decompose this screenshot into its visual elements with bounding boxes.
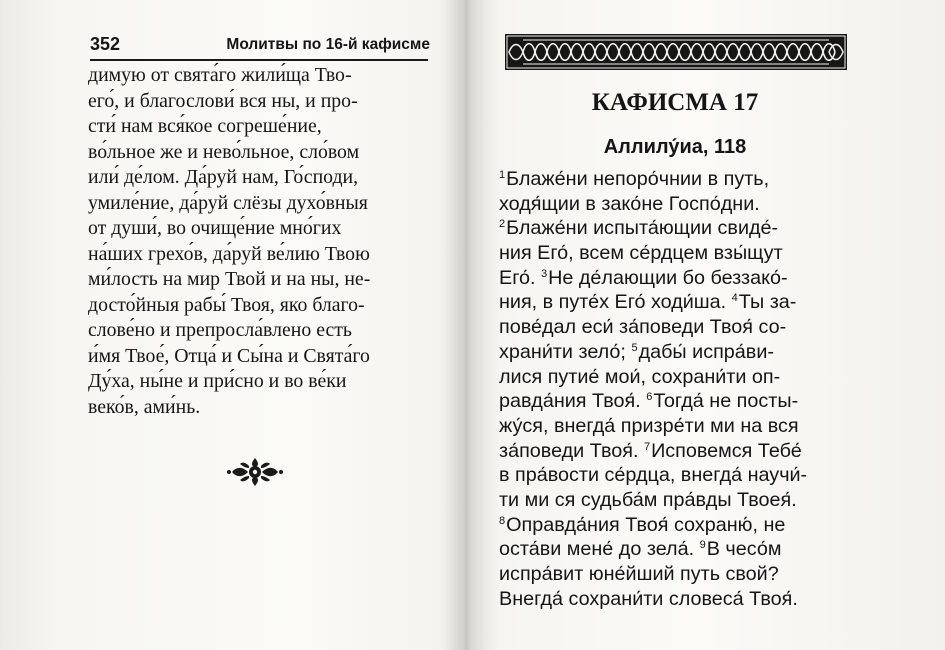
text-line: сти́ нам вся́кое согреше́ние, (88, 115, 322, 137)
psalm-line (499, 266, 847, 291)
verse-text: Блаже́ни непоро́чнии в путь, (506, 168, 770, 190)
verse-number: 7 (643, 440, 651, 453)
text-line: на́ших грехо́в, да́руй ве́лию Твою (88, 242, 370, 265)
verse-text: Блаже́ни испыта́ющии свиде́- (506, 217, 779, 240)
text-line: его́, и благослови́ вся ны, и про- (88, 89, 358, 112)
verse-text: в пра́вости се́рдца, внегда́ научи́- (499, 464, 808, 487)
verse-text: ходя́щии в зако́не Госпо́дни. (499, 192, 760, 215)
verse-text: ния Его́, всем се́рдцем взы́щут (499, 242, 783, 265)
verse-text: В чесо́м (706, 538, 782, 561)
verse-text: оста́ви мене́ до зела́. (499, 538, 700, 561)
prayer-text (88, 63, 430, 420)
psalm-line (499, 216, 847, 241)
text-line: досто́йныя рабы́ Твоя, яко благо- (88, 293, 365, 316)
text-line: от души́, во очище́ние мно́гих (88, 217, 342, 239)
verse-text: за́поведи Твоя́. (499, 439, 644, 462)
verse-text: Ты за- (738, 291, 797, 314)
psalm-line (499, 241, 847, 266)
text-line: и́мя Твое́, Отца́ и Сы́на и Свята́го (88, 344, 370, 367)
verse-text: Внегда́ сохрани́ти словеса́ Твоя́. (499, 587, 798, 610)
verse-number: 6 (646, 391, 653, 404)
psalm-line (499, 537, 847, 562)
verse-number: 4 (731, 292, 738, 305)
verse-number: 8 (499, 514, 506, 527)
page-number: 352 (90, 34, 121, 54)
psalm-line (499, 340, 847, 365)
verse-text: жу́ся, внегда́ призре́ти ми на вся (499, 414, 799, 437)
text-line: Ду́ха, ны́не и при́сно и во ве́ки (88, 370, 347, 392)
psalm-line (499, 587, 847, 612)
psalm-line (499, 389, 847, 414)
verse-number: 2 (499, 218, 506, 231)
verse-number: 5 (631, 341, 638, 354)
verse-text: Его́. (499, 266, 541, 289)
verse-text: храни́ти зело́; (499, 340, 632, 363)
left-page (0, 0, 466, 650)
header-rule (90, 59, 428, 61)
psalm-line (499, 290, 847, 315)
verse-text: ти ми ся судьба́м пра́вды Твоея́. (499, 488, 797, 511)
verse-text: равда́ния Твоя́. (499, 390, 647, 413)
psalm-line (499, 192, 847, 217)
verse-number: 1 (499, 169, 506, 181)
text-line: во́льное же и нево́льное, сло́вом (88, 140, 360, 163)
verse-number: 3 (540, 267, 548, 280)
psalm-line (499, 439, 847, 464)
psalm-line (499, 315, 847, 340)
text-line: веко́в, ами́нь. (88, 395, 201, 418)
running-header (90, 34, 430, 58)
kathisma-title: КАФИСМА 17 (591, 89, 759, 116)
verse-number: 9 (699, 539, 706, 552)
verse-text: Тогда́ не посты- (653, 390, 799, 413)
braided-headpiece-icon (505, 34, 847, 70)
psalm-line (499, 513, 847, 538)
text-line: слове́но и препросла́влено есть (88, 319, 352, 341)
verse-text: лися путие́ мои́, сохрани́ти оп- (499, 365, 781, 388)
verse-text: Исповемся Тебе́ (651, 439, 802, 462)
psalm-heading: Аллилу́иа, 118 (603, 136, 747, 158)
fleuron-ornament-icon (226, 455, 284, 489)
verse-text: пове́дал еси́ за́поведи Твоя́ со- (499, 316, 787, 339)
verse-text: ния, в путе́х Его́ ходи́ша. (499, 291, 732, 314)
text-line: димую от свята́го жили́ща Тво- (88, 64, 352, 86)
psalm-line (499, 463, 847, 488)
verse-text: Оправда́ния Твоя́ сохраню́, не (506, 513, 786, 536)
text-line: умиле́ние, да́руй слёзы духо́вныя (88, 191, 368, 214)
text-line: ми́лость на мир Твой и на ны, не- (88, 268, 371, 290)
verse-text: дабы́ испра́ви- (638, 340, 774, 363)
psalm-line (499, 562, 847, 587)
psalm-line (499, 414, 847, 439)
verse-text: Не де́лающии бо беззако́- (548, 266, 788, 289)
psalm-line (499, 488, 847, 513)
psalm-text (499, 167, 847, 611)
psalm-line (499, 365, 847, 390)
verse-text: испра́вит юне́йший путь свой? (499, 563, 779, 585)
psalm-line (499, 167, 847, 192)
running-title: Молитвы по 16-й кафисме (226, 36, 430, 53)
text-line: или́ де́лом. Да́руй нам, Го́споди, (88, 166, 359, 188)
right-page (472, 0, 945, 650)
